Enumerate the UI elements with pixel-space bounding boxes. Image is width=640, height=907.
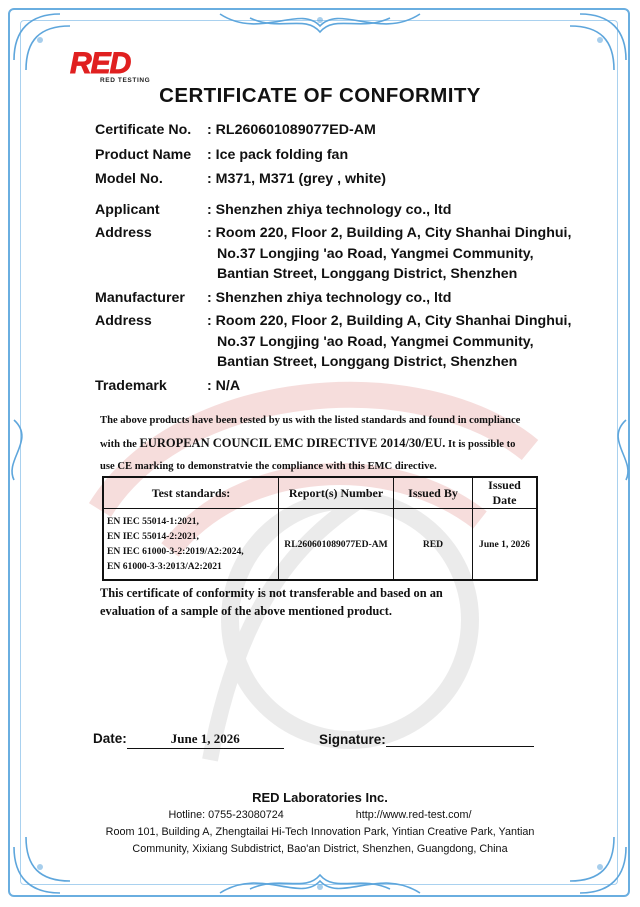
cell-standards: EN IEC 55014-1:2021, EN IEC 55014-2:2021, EN IEC 61000-3-2:2019/A2:2024, EN 61000-3-3:2013/A2:2021 xyxy=(103,509,279,581)
footer-contact: Hotline: 0755-23080724 http://www.red-test.com/ xyxy=(168,809,472,821)
signature-field: Signature: xyxy=(319,731,534,747)
certificate-fields xyxy=(95,120,615,396)
field-model-no: Model No. : M371, M371 (grey , white) xyxy=(95,171,386,187)
field-manufacturer-address: Address : Room 220, Floor 2, Building A, City Shanhai Dinghui, No.37 Longjing 'ao Road, Yangmei Community, Bantian Street, Longgang District, Shenzhen xyxy=(95,313,572,370)
field-product-name: Product Name : Ice pack folding fan xyxy=(95,146,349,163)
footer-company: RED Laboratories Inc. xyxy=(252,790,388,805)
logo-brand: RED xyxy=(70,47,131,80)
company-logo xyxy=(70,49,150,84)
compliance-statement: The above products have been tested by us with the listed standards and found in compliance with the EUROPEAN COUNCIL EMC DIRECTIVE 2014/30/EU. It is possible to use CE marking to demonstratvie the compliance with this EMC directive. xyxy=(100,415,521,472)
field-applicant-address: Address : Room 220, Floor 2, Building A, City Shanhai Dinghui, No.37 Longjing 'ao Road, Yangmei Community, Bantian Street, Longgang District, Shenzhen xyxy=(95,225,572,282)
header-issued-date: Issued Date xyxy=(473,477,538,509)
date-field: Date: June 1, 2026 xyxy=(93,731,284,749)
table-header-row xyxy=(103,477,537,509)
table-row xyxy=(103,509,537,581)
signature-blank xyxy=(386,731,534,747)
logo-subtitle: RED TESTING xyxy=(100,77,151,84)
field-manufacturer: Manufacturer : Shenzhen zhiya technology co., ltd xyxy=(95,289,452,306)
directive-name: EUROPEAN COUNCIL EMC DIRECTIVE 2014/30/EU. xyxy=(139,436,446,450)
footer-address-line1: Room 101, Building A, Zhengtailai Hi-Tech Innovation Park, Yintian Creative Park, Yantian xyxy=(105,826,535,838)
cell-issued-date: June 1, 2026 xyxy=(473,509,538,581)
certificate-title: CERTIFICATE OF CONFORMITY xyxy=(159,84,481,107)
footer-address-line2: Community, Xixiang Subdistrict, Bao'an District, Shenzhen, Guangdong, China xyxy=(132,843,508,855)
cell-issued-by: RED xyxy=(394,509,473,581)
cell-report-number: RL260601089077ED-AM xyxy=(279,509,394,581)
transfer-note: This certificate of conformity is not transferable and based on an evaluation of a sample of the above mentioned product. xyxy=(100,586,443,618)
field-certificate-no: Certificate No. : RL260601089077ED-AM xyxy=(95,122,376,138)
header-test-standards: Test standards: xyxy=(103,477,279,509)
test-standards-table xyxy=(102,476,538,581)
field-trademark: Trademark : N/A xyxy=(95,377,241,394)
field-applicant: Applicant : Shenzhen zhiya technology co., ltd xyxy=(95,201,452,218)
header-report-number: Report(s) Number xyxy=(279,477,394,509)
header-issued-by: Issued By xyxy=(394,477,473,509)
date-value: June 1, 2026 xyxy=(127,731,284,749)
